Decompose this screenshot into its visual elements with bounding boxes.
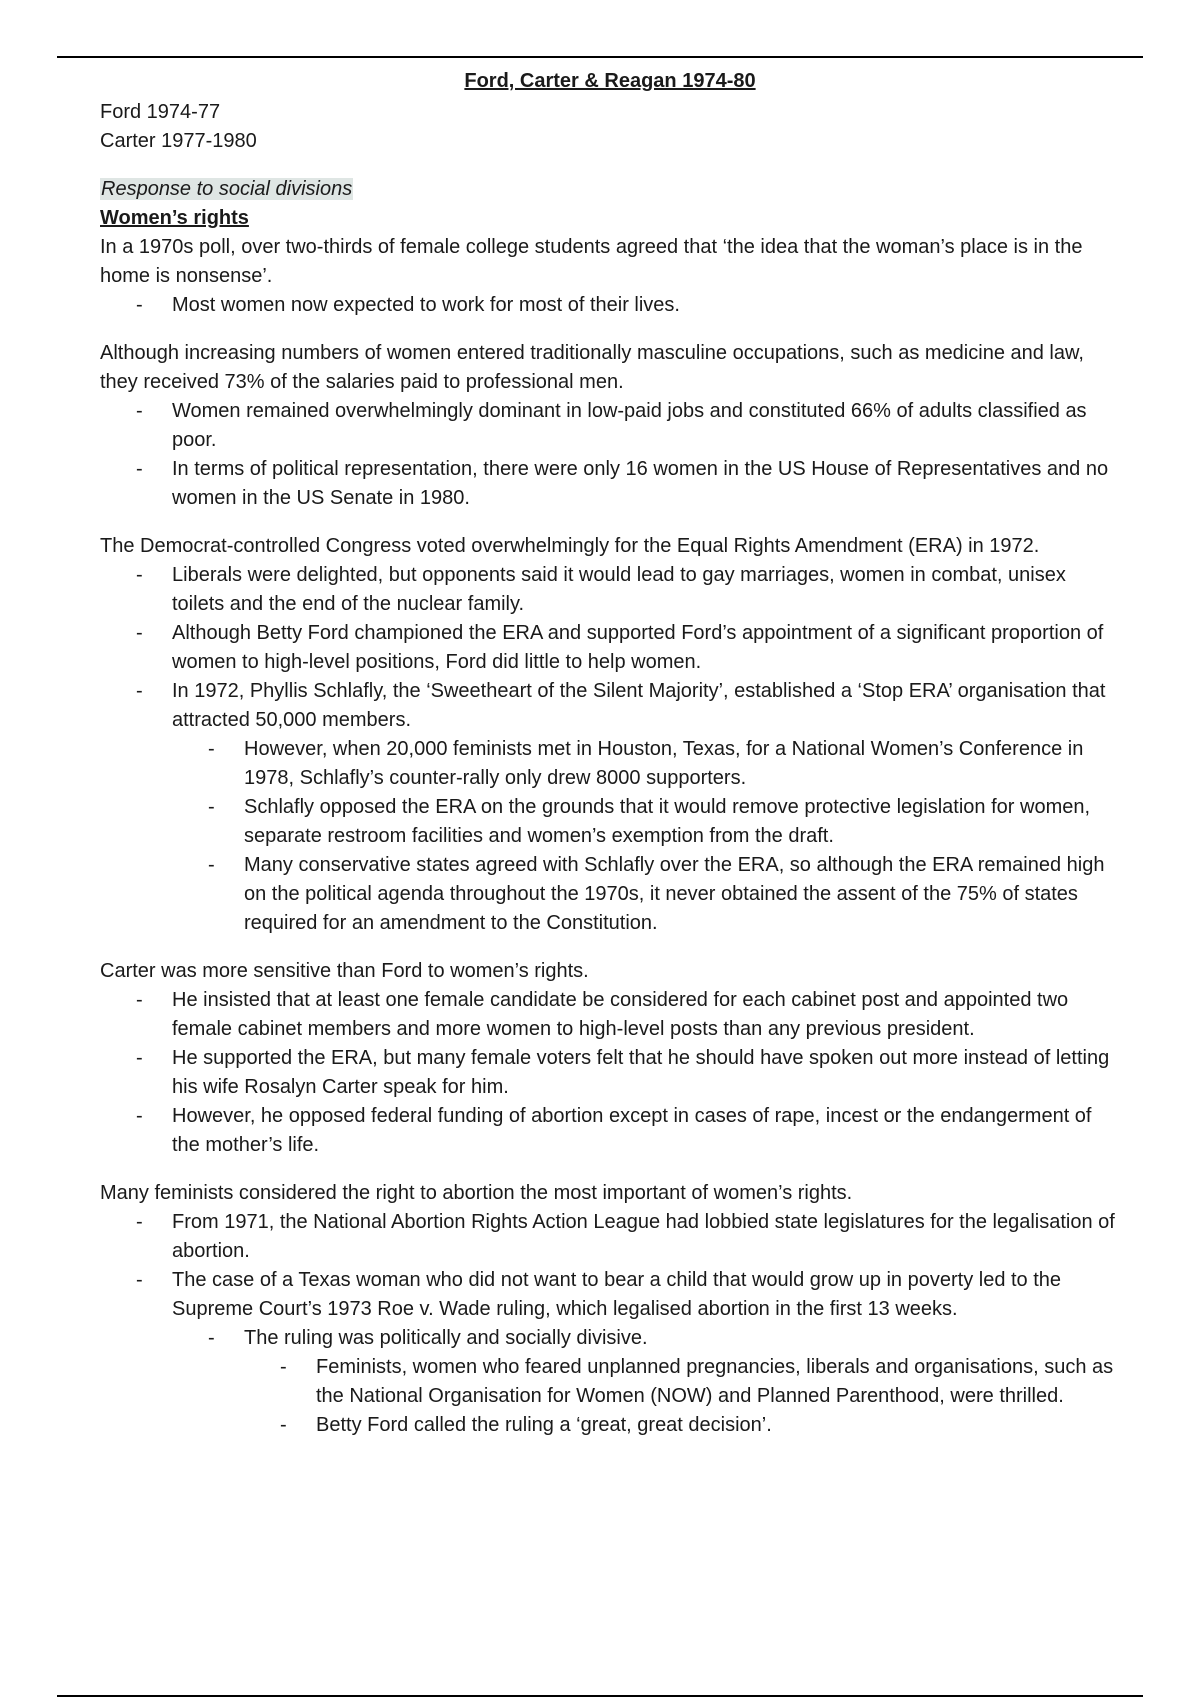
paragraph: The Democrat-controlled Congress voted overwhelmingly for the Equal Rights Amendment (ERA) in 1972. <box>100 535 1040 557</box>
bullet-item: - Women remained overwhelmingly dominant in low-paid jobs and constituted 66% of adults classified as poor. <box>100 397 1120 455</box>
sub-bullet-item: - Many conservative states agreed with Schlafly over the ERA, so although the ERA remained high on the political agenda throughout the 1970s, it never obtained the assent of the 75% of states required for an amendment to the Constitution. <box>100 851 1120 938</box>
bullet-item: - The case of a Texas woman who did not want to bear a child that would grow up in poverty led to the Supreme Court’s 1973 Roe v. Wade ruling, which legalised abortion in the first 13 weeks. <box>100 1266 1120 1324</box>
sub-sub-bullet-item: - Feminists, women who feared unplanned pregnancies, liberals and organisations, such as the National Organisation for Women (NOW) and Planned Parenthood, were thrilled. <box>100 1353 1120 1411</box>
paragraph: Many feminists considered the right to abortion the most important of women’s rights. <box>100 1182 853 1204</box>
bullet-item: - Although Betty Ford championed the ERA and supported Ford’s appointment of a significant proportion of women to high-level positions, Ford did little to help women. <box>100 619 1120 677</box>
bullet-item: - He insisted that at least one female candidate be considered for each cabinet post and appointed two female cabinet members and more women to high-level posts than any previous president. <box>100 986 1120 1044</box>
bullet-item: - Liberals were delighted, but opponents said it would lead to gay marriages, women in combat, unisex toilets and the end of the nuclear family. <box>100 561 1120 619</box>
sub-bullet-item: - However, when 20,000 feminists met in Houston, Texas, for a National Women’s Conference in 1978, Schlafly’s counter-rally only drew 8000 supporters. <box>100 735 1120 793</box>
top-rule <box>57 56 1143 58</box>
sub-bullet-item: - The ruling was politically and socially divisive. <box>100 1324 1120 1353</box>
bullet-item: - In 1972, Phyllis Schlafly, the ‘Sweetheart of the Silent Majority’, established a ‘Stop ERA’ organisation that attracted 50,000 members. <box>100 677 1120 735</box>
bullet-item: - In terms of political representation, there were only 16 women in the US House of Representatives and no women in the US Senate in 1980. <box>100 455 1120 513</box>
term-carter: Carter 1977-1980 <box>100 130 257 152</box>
paragraph: Although increasing numbers of women entered traditionally masculine occupations, such as medicine and law, they received 73% of the salaries paid to professional men. <box>100 342 1084 393</box>
bottom-rule <box>57 1695 1143 1697</box>
bullet-item: - Most women now expected to work for most of their lives. <box>100 291 1120 320</box>
paragraph: In a 1970s poll, over two-thirds of female college students agreed that ‘the idea that the woman’s place is in the home is nonsense’. <box>100 236 1083 287</box>
bullet-item: - He supported the ERA, but many female voters felt that he should have spoken out more instead of letting his wife Rosalyn Carter speak for him. <box>100 1044 1120 1102</box>
bullet-item: - From 1971, the National Abortion Rights Action League had lobbied state legislatures for the legalisation of abortion. <box>100 1208 1120 1266</box>
term-ford: Ford 1974-77 <box>100 101 221 123</box>
section-heading: Women’s rights <box>100 207 249 229</box>
sub-sub-bullet-item: - Betty Ford called the ruling a ‘great, great decision’. <box>100 1411 1120 1440</box>
topic-heading <box>100 175 1120 204</box>
sub-bullet-item: - Schlafly opposed the ERA on the grounds that it would remove protective legislation for women, separate restroom facilities and women’s exemption from the draft. <box>100 793 1120 851</box>
page-title: Ford, Carter & Reagan 1974-80 <box>464 70 756 92</box>
paragraph: Carter was more sensitive than Ford to women’s rights. <box>100 960 589 982</box>
topic-heading-text: Response to social divisions <box>101 178 353 200</box>
bullet-item: - However, he opposed federal funding of abortion except in cases of rape, incest or the endangerment of the mother’s life. <box>100 1102 1120 1160</box>
document-body <box>100 67 1120 1440</box>
